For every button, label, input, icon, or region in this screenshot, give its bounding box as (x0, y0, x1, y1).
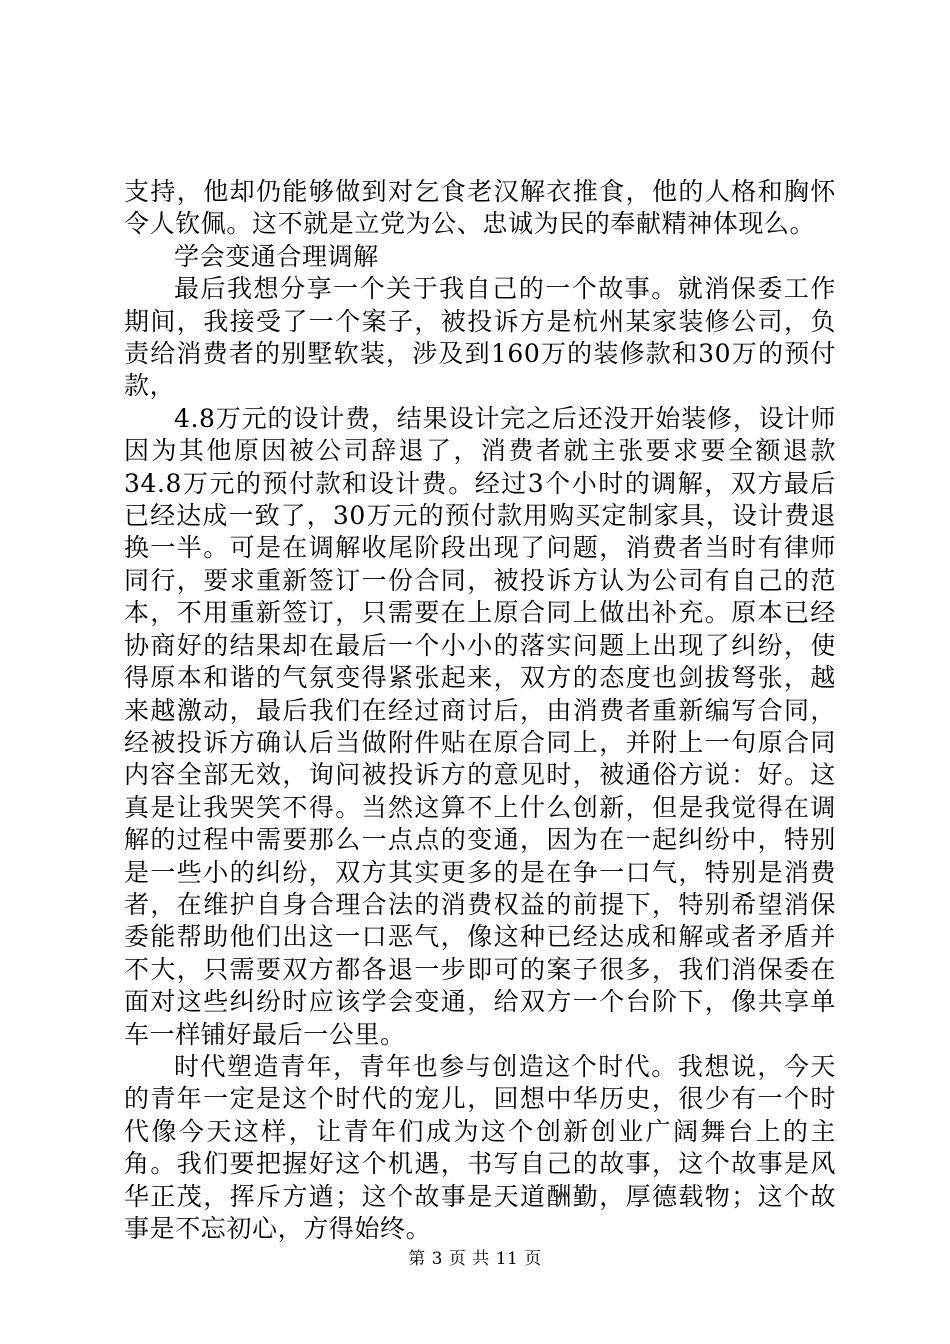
document-body (124, 176, 836, 1245)
section-heading: 学会变通合理调解 (174, 241, 379, 271)
paragraph-continuation: 支持，他却仍能够做到对乞食老汉解衣推食，他的人格和胸怀令人钦佩。这不就是立党为公、忠诚为民的奉献精神体现么。 (124, 177, 836, 239)
paragraph-story-detail: 4.8万元的设计费，结果设计完之后还没开始装修，设计师因为其他原因被公司辞退了，消费者就主张要求要全额退款34.8万元的预付款和设计费。经过3个小时的调解，双方最后已经达成一致了，30万元的预付款用购买定制家具，设计费退换一半。可是在调解收尾阶段出现了问题，消费者当时有律师同行，要求重新签订一份合同，被投诉方认为公司有自己的范本，不用重新签订，只需要在上原合同上做出补充。原本已经协商好的结果却在最后一个小小的落实问题上出现了纠纷，使得原本和谐的气氛变得紧张起来，双方的态度也剑拔弩张，越来越激动，最后我们在经过商讨后，由消费者重新编写合同，经被投诉方确认后当做附件贴在原合同上，并附上一句原合同内容全部无效，询问被投诉方的意见时，被通俗方说：好。这真是让我哭笑不得。当然这算不上什么创新，但是我觉得在调解的过程中需要那么一点点的变通，因为在一起纠纷中，特别是一些小的纠纷，双方其实更多的是在争一口气，特别是消费者，在维护自身合理合法的消费权益的前提下，特别希望消保委能帮助他们出这一口恶气，像这种已经达成和解或者矛盾并不大，只需要双方都各退一步即可的案子很多，我们消保委在面对这些纠纷时应该学会变通，给双方一个台阶下，像共享单车一样铺好最后一公里。 (124, 403, 836, 1049)
page-number-footer: 第 3 页 共 11 页 (408, 1249, 542, 1269)
paragraph-story-intro: 最后我想分享一个关于我自己的一个故事。就消保委工作期间，我接受了一个案子，被投诉方是杭州某家装修公司，负责给消费者的别墅软装，涉及到160万的装修款和30万的预付款， (124, 274, 836, 401)
paragraph-conclusion: 时代塑造青年，青年也参与创造这个时代。我想说，今天的青年一定是这个时代的宠儿，回想中华历史，很少有一个时代像今天这样，让青年们成为这个创新创业广阔舞台上的主角。我们要把握好这个机遇，书写自己的故事，这个故事是风华正茂，挥斥方遒；这个故事是天道酬勤，厚德载物；这个故事是不忘初心，方得始终。 (124, 1051, 836, 1243)
